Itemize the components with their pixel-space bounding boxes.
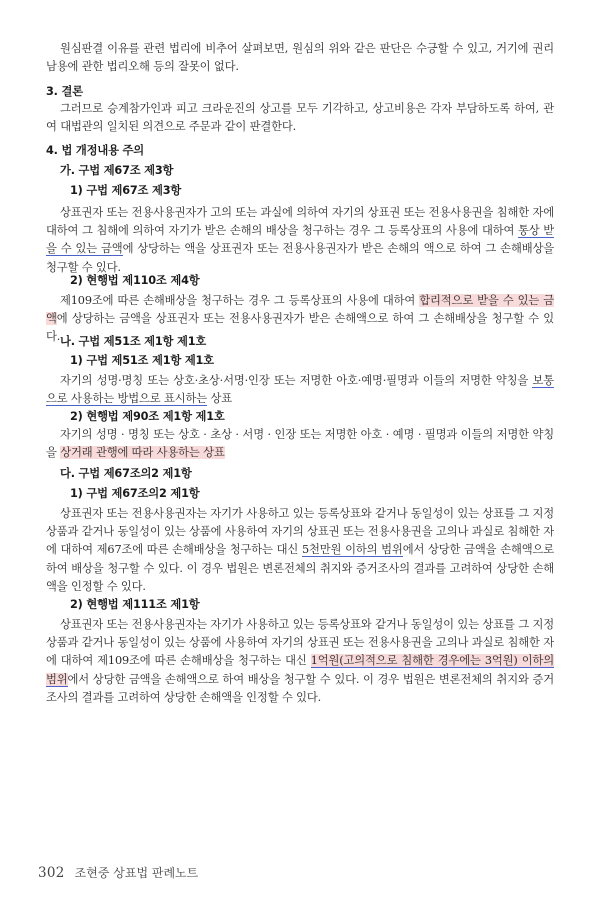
highlighted-phrase: 합리적으로 받을 수 있는 금액 xyxy=(46,294,555,326)
highlighted-phrase: 1억원(고의적으로 침해한 경우에는 3억원) 이하의 범위 xyxy=(46,654,554,686)
ga2-paragraph: 제109조에 따른 손해배상을 청구하는 경우 그 등록상표의 사용에 대하여 합리적으로 받을 수 있는 금액에 상당하는 금액을 상표권자 또는 전용사용권자가 받은 손해액으로 하여 그 손해배상을 청구할 수 있다. xyxy=(46,294,555,344)
page-number: 302 xyxy=(38,865,65,881)
item-heading-na2: 2) 현행법 제90조 제1항 제1호 xyxy=(70,410,225,423)
ga1-paragraph: 상표권자 또는 전용사용권자가 고의 또는 과실에 의하여 자기의 상표권 또는 전용사용권을 침해한 자에 대하여 그 침해에 의하여 자기가 받은 손해의 배상을 청구하는 경우 그 등록상표의 사용에 대하여 통상 받을 수 있는 금액에 상당하는 액을 상표권자 또는 전용사용권자가 받은 손해의 액으로 하여 그 손해배상을 청구할 수 있다. xyxy=(46,206,554,274)
item-heading-ga1: 1) 구법 제67조 제3항 xyxy=(70,184,182,197)
intro-paragraph: 원심판결 이유를 관련 법리에 비추어 살펴보면, 원심의 위와 같은 판단은 수긍할 수 있고, 거기에 권리남용에 관한 법리오해 등의 잘못이 없다. xyxy=(46,42,554,74)
book-title: 조현중 상표법 판례노트 xyxy=(74,866,199,880)
item-heading-na1: 1) 구법 제51조 제1항 제1호 xyxy=(70,354,214,367)
item-heading-ga2: 2) 현행법 제110조 제4항 xyxy=(70,274,200,287)
underlined-phrase: 통상 받을 수 있는 금액 xyxy=(46,224,554,256)
page-footer xyxy=(38,864,198,881)
subsection-heading-da: 다. 구법 제67조의2 제1항 xyxy=(60,467,192,480)
underlined-phrase: 5천만원 이하의 범위 xyxy=(301,543,403,557)
highlighted-phrase: 상거래 관행에 따라 사용하는 상표 xyxy=(60,446,225,460)
na2-paragraph: 자기의 성명 · 명칭 또는 상호 · 초상 · 서명 · 인장 또는 저명한 아호 · 예명 · 필명과 이들의 저명한 약칭을 상거래 관행에 따라 사용하는 상표 xyxy=(46,428,554,460)
section-heading-law-revision: 4. 법 개정내용 주의 xyxy=(46,144,144,157)
subsection-heading-na: 나. 구법 제51조 제1항 제1호 xyxy=(60,335,207,348)
item-heading-da1: 1) 구법 제67조의2 제1항 xyxy=(70,487,200,500)
underlined-phrase: 보통으로 사용하는 방법으로 표시하는 xyxy=(46,374,554,406)
da2-paragraph: 상표권자 또는 전용사용권자는 자기가 사용하고 있는 등록상표와 같거나 동일성이 있는 상표를 그 지정상품과 같거나 동일성이 있는 상품에 사용하여 자기의 상표권 또는 전용사용권을 고의나 과실로 침해한 자에 대하여 제109조에 따른 손해배상을 청구하는 대신 1억원(고의적으로 침해한 경우에는 3억원) 이하의 범위에서 상당한 금액을 손해액으로 하여 배상을 청구할 수 있다. 이 경우 법원은 변론전체의 취지와 증거조사의 결과를 고려하여 상당한 손해액을 인정할 수 있다. xyxy=(46,618,554,704)
da1-paragraph: 상표권자 또는 전용사용권자는 자기가 사용하고 있는 등록상표와 같거나 동일성이 있는 상표를 그 지정상품과 같거나 동일성이 있는 상품에 사용하여 자기의 상표권 또는 전용사용권을 고의나 과실로 침해한 자에 대하여 제67조에 따른 손해배상을 청구하는 대신 5천만원 이하의 범위에서 상당한 금액을 손해액으로 하여 배상을 청구할 수 있다. 이 경우 법원은 변론전체의 취지와 증거조사의 결과를 고려하여 상당한 손해액을 인정할 수 있다. xyxy=(46,507,555,593)
subsection-heading-ga: 가. 구법 제67조 제3항 xyxy=(60,164,174,177)
na1-paragraph: 자기의 성명·명칭 또는 상호·초상·서명·인장 또는 저명한 아호·예명·필명과 이들의 저명한 약칭을 보통으로 사용하는 방법으로 표시하는 상표 xyxy=(46,374,554,406)
item-heading-da2: 2) 현행법 제111조 제1항 xyxy=(70,598,200,611)
section-heading-conclusion: 3. 결론 xyxy=(46,85,83,98)
conclusion-paragraph: 그러므로 승계참가인과 피고 크라운진의 상고를 모두 기각하고, 상고비용은 각자 부담하도록 하여, 관여 대법관의 일치된 의견으로 주문과 같이 판결한다. xyxy=(46,102,554,134)
